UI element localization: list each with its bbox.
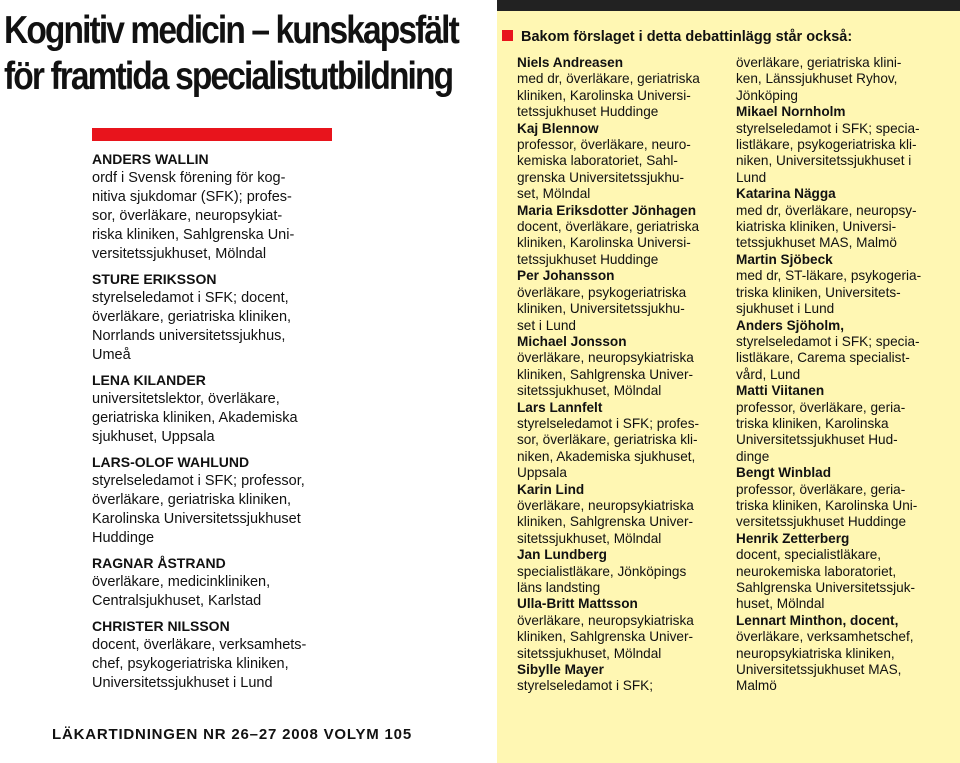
- author-name: LENA KILANDER: [92, 372, 206, 388]
- red-square-icon: [502, 30, 513, 41]
- author-affiliation: styrelseledamot i SFK; docent, överläkare, geriatriska kliniken, Norrlands universitetssjukhus, Umeå: [92, 290, 292, 363]
- co-signer-affiliation: specialistläkare, Jönköpings läns landsting: [517, 563, 687, 595]
- co-signer-name: Maria Eriksdotter Jönhagen: [517, 202, 697, 218]
- author-name: STURE ERIKSSON: [92, 271, 217, 287]
- co-signer-affiliation: med dr, överläkare, geriatriska kliniken, Karolinska Universi- tetssjukhuset Huddinge: [517, 71, 700, 120]
- co-signer-affiliation: överläkare, neuropsykiatriska kliniken, Sahlgrenska Univer- sitetssjukhuset, Mölndal: [517, 497, 694, 546]
- author-entry: [92, 554, 352, 611]
- author-affiliation: ordf i Svensk förening för kog- nitiva sjukdomar (SFK); profes- sor, överläkare, neuropsykiat- riska kliniken, Sahlgrenska Uni- versitetssjukhuset, Mölndal: [92, 170, 295, 262]
- co-signer-entry: [736, 383, 960, 465]
- author-name: LARS-OLOF WAHLUND: [92, 454, 250, 470]
- co-signer-entry: [736, 318, 960, 384]
- author-entry: [92, 150, 352, 264]
- co-signer-entry: [517, 203, 742, 269]
- author-entry: [92, 453, 352, 548]
- co-signer-entry: [517, 596, 742, 662]
- author-entry: [92, 371, 352, 447]
- co-signer-affiliation: styrelseledamot i SFK;: [517, 678, 653, 694]
- co-signers-column-1: [517, 55, 742, 695]
- journal-footer: LÄKARTIDNINGEN NR 26–27 2008 VOLYM 105: [52, 726, 412, 743]
- co-signer-name: Karin Lind: [517, 481, 585, 497]
- co-signer-affiliation: styrelseledamot i SFK; specia- listläkare, Carema specialist- vård, Lund: [736, 333, 920, 382]
- co-signer-entry: [736, 613, 960, 695]
- co-signer-entry: [517, 662, 742, 695]
- co-signer-entry: [736, 252, 960, 318]
- co-signer-affiliation: överläkare, neuropsykiatriska kliniken, Sahlgrenska Univer- sitetssjukhuset, Mölndal: [517, 350, 694, 399]
- co-signer-entry: [517, 268, 742, 334]
- co-signer-affiliation: styrelseledamot i SFK; specia- listläkare, psykogeriatriska kli- niken, Universitetssjukhuset i Lund: [736, 120, 920, 185]
- author-name: RAGNAR ÅSTRAND: [92, 555, 226, 571]
- co-signer-name: Martin Sjöbeck: [736, 251, 833, 267]
- co-signer-entry: [736, 465, 960, 531]
- co-signer-name: Sibylle Mayer: [517, 662, 604, 678]
- co-signer-affiliation: överläkare, verksamhetschef, neuropsykiatriska kliniken, Universitetssjukhuset MAS, Malmö: [736, 629, 914, 694]
- co-signer-affiliation: professor, överläkare, geria- triska kliniken, Karolinska Universitetssjukhuset Hud- dinge: [736, 399, 906, 464]
- co-signer-entry: [517, 121, 742, 203]
- author-list: [92, 150, 352, 699]
- author-affiliation: docent, överläkare, verksamhets- chef, psykogeriatriska kliniken, Universitetssjukhuset i Lund: [92, 637, 307, 691]
- co-signer-entry: [736, 531, 960, 613]
- co-signer-entry: [517, 547, 742, 596]
- co-signer-name: Michael Jonsson: [517, 333, 627, 349]
- article-headline: [4, 8, 458, 100]
- author-entry: [92, 270, 352, 365]
- co-signers-column-2: [736, 55, 960, 695]
- red-accent-rule: [92, 128, 332, 141]
- author-entry: [92, 617, 352, 693]
- co-signer-name: Mikael Nornholm: [736, 104, 846, 120]
- co-signer-name: Henrik Zetterberg: [736, 530, 850, 546]
- co-signer-affiliation: professor, överläkare, neuro- kemiska laboratoriet, Sahl- grenska Universitetssjukhu- set, Mölndal: [517, 137, 691, 202]
- co-signer-affiliation: överläkare, geriatriska klini- ken, Länssjukhuset Ryhov, Jönköping: [736, 55, 902, 103]
- box-heading: [502, 29, 852, 45]
- co-signer-name: Bengt Winblad: [736, 465, 832, 481]
- author-affiliation: styrelseledamot i SFK; professor, överläkare, geriatriska kliniken, Karolinska Universitetssjukhuset Huddinge: [92, 473, 305, 546]
- co-signer-entry: [517, 482, 742, 548]
- co-signer-affiliation: docent, överläkare, geriatriska kliniken, Karolinska Universi- tetssjukhuset Huddinge: [517, 219, 700, 267]
- co-signer-affiliation: docent, specialistläkare, neurokemiska laboratoriet, Sahlgrenska Universitetssjuk- huset, Mölndal: [736, 547, 916, 612]
- box-heading-text: Bakom förslaget i detta debattinlägg står också:: [521, 29, 853, 45]
- co-signer-name: Kaj Blennow: [517, 120, 599, 136]
- author-name: ANDERS WALLIN: [92, 151, 209, 167]
- co-signers-box: [497, 0, 960, 763]
- co-signer-entry: [517, 55, 742, 121]
- box-top-bar: [497, 0, 960, 11]
- author-affiliation: universitetslektor, överläkare, geriatriska kliniken, Akademiska sjukhuset, Uppsala: [92, 391, 298, 445]
- co-signer-name: Lennart Minthon, docent,: [736, 612, 899, 628]
- co-signer-name: Katarina Nägga: [736, 186, 836, 202]
- co-signer-affiliation: överläkare, psykogeriatriska kliniken, Universitetssjukhu- set i Lund: [517, 284, 687, 333]
- co-signer-affiliation: med dr, ST-läkare, psykogeria- triska kliniken, Universitets- sjukhuset i Lund: [736, 268, 922, 317]
- headline-line-2: för framtida specialistutbildning: [4, 55, 453, 98]
- co-signer-name: Per Johansson: [517, 268, 615, 284]
- co-signer-affiliation: överläkare, neuropsykiatriska kliniken, Sahlgrenska Univer- sitetssjukhuset, Mölndal: [517, 612, 694, 661]
- co-signer-entry: [736, 104, 960, 186]
- co-signer-affiliation: professor, överläkare, geria- triska kliniken, Karolinska Uni- versitetssjukhuset Huddinge: [736, 481, 918, 530]
- co-signer-name: Niels Andreasen: [517, 55, 624, 70]
- co-signer-entry: [736, 186, 960, 252]
- co-signer-entry: [736, 55, 960, 104]
- co-signer-affiliation: styrelseledamot i SFK; profes- sor, överläkare, geriatriska kli- niken, Akademiska sjukhuset, Uppsala: [517, 415, 700, 481]
- co-signer-entry: [517, 400, 742, 482]
- co-signer-name: Anders Sjöholm,: [736, 317, 845, 333]
- author-affiliation: överläkare, medicinkliniken, Centralsjukhuset, Karlstad: [92, 574, 271, 609]
- co-signer-name: Matti Viitanen: [736, 383, 825, 399]
- co-signer-name: Ulla-Britt Mattsson: [517, 596, 638, 612]
- co-signer-name: Lars Lannfelt: [517, 399, 603, 415]
- co-signer-name: Jan Lundberg: [517, 547, 607, 563]
- co-signer-entry: [517, 334, 742, 400]
- author-name: CHRISTER NILSSON: [92, 618, 230, 634]
- headline-line-1: Kognitiv medicin – kunskapsfält: [4, 9, 458, 52]
- co-signer-affiliation: med dr, överläkare, neuropsy- kiatriska kliniken, Universi- tetssjukhuset MAS, Malmö: [736, 202, 917, 251]
